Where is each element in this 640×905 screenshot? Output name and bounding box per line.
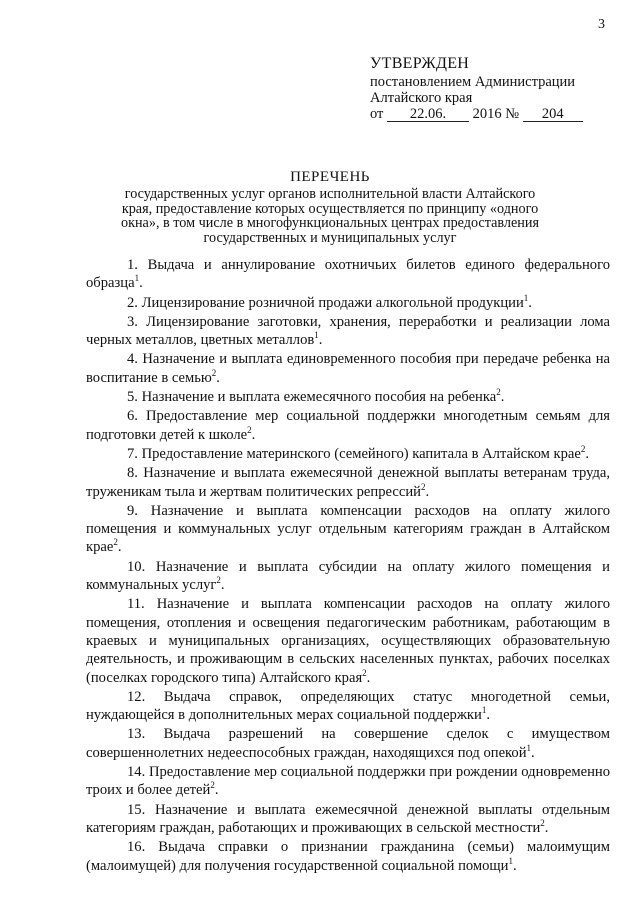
footnote-marker: 2 xyxy=(496,387,501,398)
list-item-end: . xyxy=(425,483,430,500)
list-item xyxy=(86,464,610,501)
list-item-end: . xyxy=(117,539,122,556)
list-item-end: . xyxy=(251,426,256,443)
list-item-text: 8. Назначение и выплата ежемесячной денежной выплаты ветеранам труда, труженикам тыла и жертвам политических репрессий xyxy=(86,465,610,500)
approval-from-label: от xyxy=(370,106,384,122)
footnote-marker: 2 xyxy=(113,537,118,548)
footnote-marker: 1 xyxy=(508,855,513,866)
approval-title: УТВЕРЖДЕН xyxy=(370,55,470,72)
approval-block xyxy=(370,56,630,122)
list-item-end: . xyxy=(220,577,225,594)
list-item xyxy=(86,725,610,762)
footnote-marker: 2 xyxy=(211,367,217,378)
footnote-marker: 2 xyxy=(216,575,221,586)
list-item-text: 15. Назначение и выплата ежемесячной денежной выплаты отдельным категориям граждан, работающих и проживающих в сельской местности xyxy=(86,801,610,836)
approval-date: 22.06. xyxy=(387,107,469,122)
list-item xyxy=(86,256,610,293)
list-item-text: 3. Лицензирование заготовки, хранения, переработки и реализации лома черных металлов, цветных металлов xyxy=(86,313,610,349)
list-item xyxy=(86,350,610,387)
list-item-text: 12. Выдача справок, определяющих статус многодетной семьи, нуждающейся в дополнительных мерах социальной поддержки xyxy=(86,688,610,724)
footnote-marker: 2 xyxy=(580,444,586,455)
footnote-marker: 1 xyxy=(523,292,529,303)
list-item-text: 7. Предоставление материнского (семейного) капитала в Алтайском крае xyxy=(127,445,581,462)
list-item xyxy=(86,445,610,463)
list-item-text: 14. Предоставление мер социальной поддержки при рождении одновременно троих и более детей xyxy=(86,764,610,799)
list-item-end: . xyxy=(318,332,323,349)
list-item xyxy=(86,763,610,800)
heading-block xyxy=(110,170,550,245)
list-item-end: . xyxy=(512,857,517,874)
heading-title: ПЕРЕЧЕНЬ xyxy=(290,169,370,185)
list-item-text: 6. Предоставление мер социальной поддержки многодетным семьям для подготовки детей к школе xyxy=(86,408,610,443)
heading-subtitle: государственных услуг органов исполнительной власти Алтайского края, предоставление которых осуществляется по принципу «одного окна», в том числе в многофункциональных центрах предоставления государственных и муниципальных услуг xyxy=(120,186,540,246)
list-item-text: 1. Выдача и аннулирование охотничьих билетов единого федерального образца xyxy=(86,257,610,292)
footnote-marker: 2 xyxy=(210,780,215,791)
list-item xyxy=(86,838,610,875)
footnote-marker: 2 xyxy=(247,424,252,435)
list-item-text: 5. Назначение и выплата ежемесячного пособия на ребенка xyxy=(127,389,497,406)
list-item-text: 2. Лицензирование розничной продажи алкогольной продукции xyxy=(127,294,524,311)
footnote-marker: 1 xyxy=(481,705,487,716)
list-item-end: . xyxy=(486,707,490,724)
list-item-end: . xyxy=(585,445,590,462)
approval-date-line xyxy=(370,106,630,122)
footnote-marker: 2 xyxy=(540,818,545,829)
approval-number: 204 xyxy=(523,107,583,122)
approval-line1: постановлением Администрации xyxy=(370,74,576,90)
list-item-end: . xyxy=(531,744,535,761)
services-list xyxy=(86,256,610,876)
footnote-marker: 2 xyxy=(420,481,426,492)
list-item-end: . xyxy=(366,669,371,686)
list-item xyxy=(86,502,610,557)
footnote-marker: 1 xyxy=(134,273,140,284)
list-item-end: . xyxy=(500,389,505,406)
list-item xyxy=(86,407,610,444)
list-item-end: . xyxy=(216,369,220,386)
footnote-marker: 1 xyxy=(314,330,319,341)
list-item-end: . xyxy=(214,782,219,799)
list-item xyxy=(86,388,610,406)
list-item-end: . xyxy=(139,275,143,292)
list-item-text: 10. Назначение и выплата субсидии на оплату жилого помещения и коммунальных услуг xyxy=(86,558,610,594)
list-item-end: . xyxy=(528,294,532,311)
approval-year: 2016 № xyxy=(472,106,520,122)
footnote-marker: 2 xyxy=(362,667,367,678)
list-item-text: 9. Назначение и выплата компенсации расходов на оплату жилого помещения и коммунальных услуг отдельным категориям граждан в Алтайском крае xyxy=(86,502,610,556)
list-item-text: 4. Назначение и выплата единовременного пособия при передаче ребенка на воспитание в семью xyxy=(86,351,610,386)
list-item-text: 13. Выдача разрешений на совершение сделок с имуществом совершеннолетних недееспособных граждан, находящихся под опекой xyxy=(86,726,610,761)
list-item xyxy=(86,558,610,595)
list-item-text: 16. Выдача справки о признании гражданина (семьи) малоимущим (малоимущей) для получения государственной социальной помощи xyxy=(86,839,610,874)
list-item-end: . xyxy=(544,819,549,836)
list-item-text: 11. Назначение и выплата компенсации расходов на оплату жилого помещения, отопления и освещения педагогическим работникам, работающим в краевых и муниципальных организациях, осуществляющих образовательную деятельность, и проживающим в сельских населенных пунктах, рабочих поселках (поселках городского типа) Алтайского края xyxy=(86,596,610,686)
list-item xyxy=(86,294,610,312)
list-item xyxy=(86,595,610,686)
list-item xyxy=(86,313,610,350)
list-item xyxy=(86,801,610,838)
approval-line2: Алтайского края xyxy=(370,90,473,106)
page-number: 3 xyxy=(598,17,605,32)
list-item xyxy=(86,688,610,725)
footnote-marker: 1 xyxy=(526,742,531,753)
